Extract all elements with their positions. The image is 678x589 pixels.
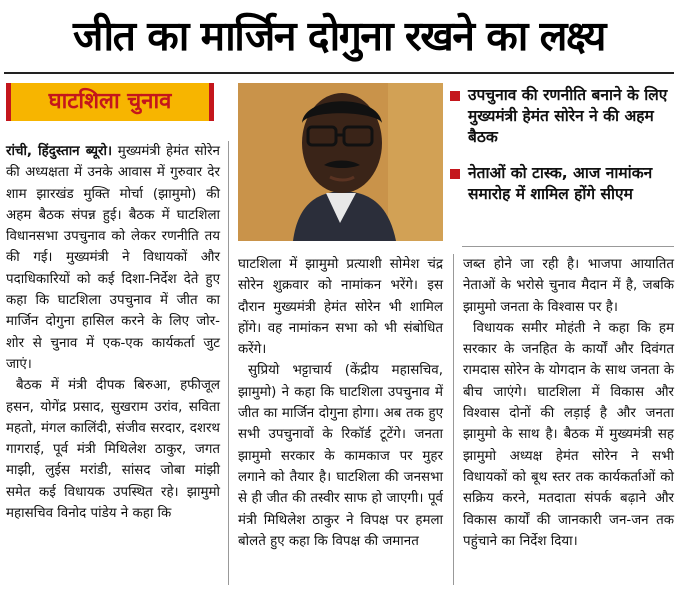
article-column-2 [238, 254, 443, 552]
highlight-text: नेताओं को टास्क, आज नामांकन समारोह में शामिल होंगे सीएम [468, 164, 653, 203]
square-bullet-icon [450, 91, 460, 101]
section-tag: घाटशिला चुनाव [6, 83, 214, 121]
paragraph: विधायक समीर मोहंती ने कहा कि हम सरकार के जनहित के कार्यों और दिवंगत रामदास सोरेन के योगदान के साथ जनता के बीच जाएंगे। घाटशिला में विकास और विश्वास दोनों की लड़ाई है और जनता झामुमो के साथ है। बैठक में मुख्यमंत्री सह झामुमो अध्यक्ष हेमंत सोरेन ने सभी विधायकों को बूथ स्तर तक कार्यकर्ताओं को सक्रिय करने, मतदाता संपर्क बढ़ाने और विकास कार्यों की जानकारी जन-जन तक पहुंचाने का निर्देश दिया। [463, 320, 674, 549]
column-divider [453, 254, 454, 585]
paragraph: बैठक में मंत्री दीपक बिरुआ, हफीजूल हसन, योगेंद्र प्रसाद, सुखराम उरांव, सविता महतो, मंगल कालिंदी, संजीव सरदार, दशरथ गागराई, पूर्व मंत्री मिथिलेश ठाकुर, जगत माझी, लुईस मरांडी, सांसद जोबा मांझी समेत कई विधायक उपस्थित रहे। झामुमो महासचिव विनोद पांडेय ने कहा कि [6, 378, 220, 522]
paragraph: सुप्रियो भट्टाचार्य (केंद्रीय महासचिव, झामुमो) ने कहा कि घाटशिला उपचुनाव में जीत का मार्जिन दोगुना होगा। अब तक हुए सभी उपचुनावों के रिकॉर्ड टूटेंगे। जनता झामुमो सरकार के कामकाज पर मुहर लगाने को तैयार है। घाटशिला की जनसभा से ही जीत की तस्वीर साफ हो जाएगी। पूर्व मंत्री मिथिलेश ठाकुर ने विपक्ष पर हमला बोलते हुए कहा कि विपक्ष की जमानत [238, 363, 443, 549]
headline: जीत का मार्जिन दोगुना रखने का लक्ष्य [73, 12, 605, 60]
highlight-text: उपचुनाव की रणनीति बनाने के लिए मुख्यमंत्री हेमंत सोरेन ने की अहम बैठक [468, 86, 668, 146]
headline-divider [4, 72, 674, 74]
article-column-3 [463, 254, 674, 552]
square-bullet-icon [450, 169, 460, 179]
article-column-1 [6, 141, 220, 524]
column-divider [228, 141, 229, 585]
paragraph: जब्त होने जा रही है। भाजपा आयातित नेताओं के भरोसे चुनाव मैदान में है, जबकि झामुमो जनता के विश्वास पर है। [463, 257, 674, 315]
byline: रांची, हिंदुस्तान ब्यूरो। [6, 144, 113, 159]
highlight-item [468, 163, 674, 205]
highlight-item [468, 85, 674, 148]
portrait-photo [238, 83, 443, 241]
column-divider [462, 246, 674, 247]
paragraph: घाटशिला में झामुमो प्रत्याशी सोमेश चंद्र सोरेन शुक्रवार को नामांकन भरेंगे। इस दौरान मुख्यमंत्री हेमंत सोरेन भी शामिल होंगे। वह नामांकन सभा को भी संबोधित करेंगे। [238, 257, 443, 358]
paragraph: मुख्यमंत्री हेमंत सोरेन की अध्यक्षता में उनके आवास में गुरुवार देर शाम झारखंड मुक्ति मोर्चा (झामुमो) की अहम बैठक संपन्न हुई। बैठक में घाटशिला विधानसभा उपचुनाव को लेकर रणनीति तय की गई। मुख्यमंत्री ने विधायकों और पदाधिकारियों को कई दिशा-निर्देश देते हुए कहा कि घाटशिला उपचुनाव में जीत का मार्जिन दोगुना हासिल करने के लिए जोर-शोर से चुनाव में एक-एक कार्यकर्ता जुट जाएं। [6, 144, 220, 372]
